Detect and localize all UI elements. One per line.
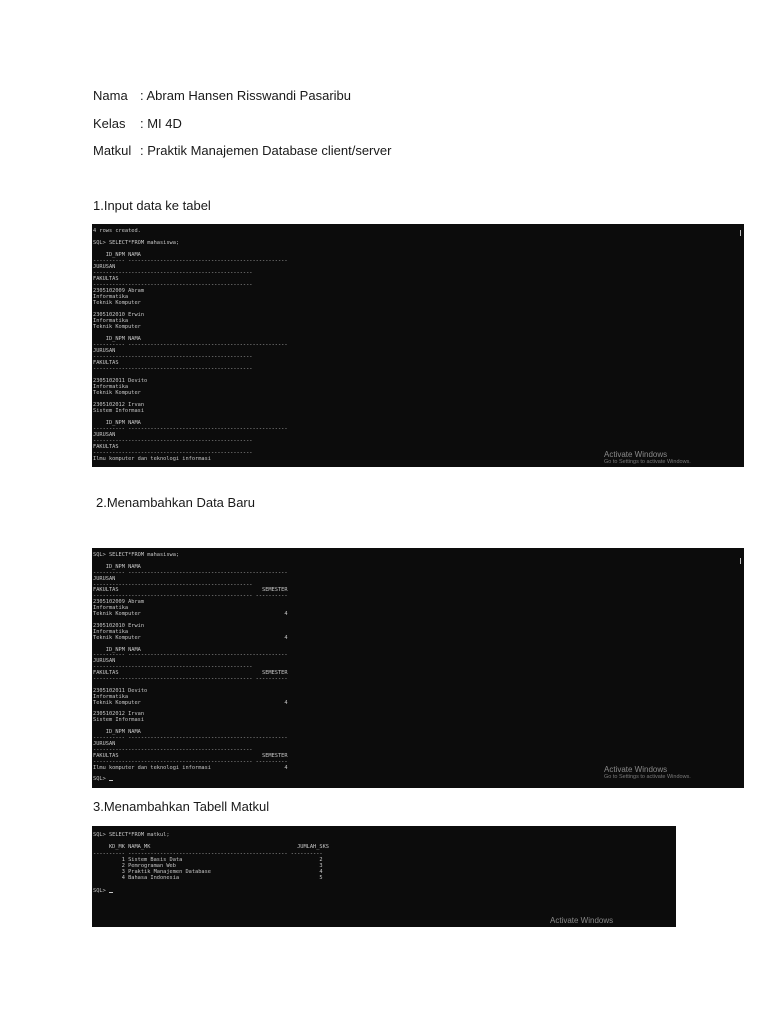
console-line: ID_NPM NAMA [93, 252, 141, 258]
console-line: JURUSAN [93, 264, 116, 270]
matkul-label: Matkul [93, 143, 132, 158]
console-line: -------------------------------------------------- [93, 438, 253, 444]
console-line: SQL> [93, 776, 109, 783]
console-line: -------------------------------------------------- ---------- [93, 593, 288, 600]
console-line: -------------------------------------------------- [93, 366, 253, 372]
console-line: ID_NPM NAMA [93, 563, 141, 570]
console-line: 2305102009 Abram [93, 599, 145, 606]
section-2-title: 2.Menambahkan Data Baru [96, 495, 255, 510]
console-line: 4 rows created. [93, 228, 141, 234]
console-line: KD_MK NAMA_MK JUMLAH_SKS [93, 844, 329, 851]
console-line: ---------- -------------------------------------------------- [93, 426, 288, 432]
activate-windows-title-2: Activate Windows [604, 765, 668, 774]
console-line: ---------- -------------------------------------------------- [93, 569, 288, 576]
console-line: Informatika [93, 628, 129, 635]
console-screenshot-2 [92, 548, 744, 788]
console-line: -------------------------------------------------- [93, 354, 253, 360]
console-line: ID_NPM NAMA [93, 729, 141, 736]
console-2-output [93, 553, 288, 783]
matkul-value: : Praktik Manajemen Database client/server [140, 143, 392, 158]
console-line: SQL> SELECT*FROM matkul; [93, 832, 170, 838]
console-line: Teknik Komputer [93, 324, 141, 330]
text-cursor [109, 892, 113, 893]
console-line: 2305102010 Erwin [93, 312, 145, 318]
console-line: JURUSAN [93, 658, 116, 665]
console-line: Ilmu komputer dan teknologi informasi [93, 456, 211, 462]
console-line: FAKULTAS SEMESTER [93, 587, 288, 594]
console-line: -------------------------------------------------- ---------- [93, 758, 288, 765]
console-line: Teknik Komputer [93, 300, 141, 306]
console-line: 2305102012 Irvan [93, 402, 145, 408]
info-matkul [93, 143, 391, 159]
kelas-label: Kelas [93, 116, 126, 131]
console-line: SQL> SELECT*FROM mahasiswa; [93, 552, 180, 558]
console-1-output [93, 228, 288, 462]
console-line: Informatika [93, 318, 129, 324]
console-line: 2305102009 Abram [93, 288, 145, 294]
console-line: SQL> SELECT*FROM mahasiswa; [93, 240, 180, 246]
console-line: Ilmu komputer dan teknologi informasi 4 [93, 764, 288, 771]
console-line: ---------- -------------------------------------------------- [93, 342, 288, 348]
console-line: Informatika [93, 294, 129, 300]
console-3-output [93, 832, 329, 894]
console-line: JURUSAN [93, 348, 116, 354]
console-line: Teknik Komputer 4 [93, 611, 288, 618]
console-line: 1 Sistem Basis Data 2 [93, 856, 323, 863]
console-line: Informatika [93, 384, 129, 390]
console-line: JURUSAN [93, 741, 116, 747]
console-1-scrollbar[interactable] [740, 230, 741, 236]
activate-windows-title-1: Activate Windows [604, 450, 668, 459]
activate-windows-sub-2: Go to Settings to activate Windows. [604, 774, 691, 780]
console-line: -------------------------------------------------- [93, 746, 253, 753]
console-line: FAKULTAS SEMESTER [93, 670, 288, 677]
console-line: ---------- -------------------------------------------------- [93, 735, 288, 742]
console-line: 2305102012 Irvan [93, 711, 145, 718]
console-line: -------------------------------------------------- ---------- [93, 676, 288, 683]
console-line: Teknik Komputer 4 [93, 634, 288, 641]
console-line: 2305102010 Erwin [93, 622, 145, 629]
console-line: Informatika [93, 693, 129, 700]
console-line: ID_NPM NAMA [93, 336, 141, 342]
console-line: JURUSAN [93, 575, 116, 582]
console-line: -------------------------------------------------- [93, 270, 253, 276]
console-line: -------------------------------------------------- [93, 664, 253, 671]
console-screenshot-1 [92, 224, 744, 467]
console-line: -------------------------------------------------- [93, 581, 253, 588]
console-line: ID_NPM NAMA [93, 646, 141, 653]
console-line: Sistem Informasi [93, 408, 145, 414]
nama-label: Nama [93, 88, 128, 103]
section-1-title: 1.Input data ke tabel [93, 198, 211, 213]
console-screenshot-3 [92, 826, 676, 927]
console-line: ID_NPM NAMA [93, 420, 141, 426]
console-line: FAKULTAS [93, 444, 119, 450]
text-cursor [109, 780, 113, 781]
console-line: SQL> [93, 887, 109, 894]
section-3-title: 3.Menambahkan Tabell Matkul [93, 799, 270, 814]
console-line: Teknik Komputer [93, 390, 141, 396]
info-kelas [93, 116, 182, 132]
console-line: -------------------------------------------------- [93, 450, 253, 456]
console-line: 4 Bahasa Indonesia 5 [93, 875, 323, 882]
console-line: ---------- -------------------------------------------------- ---------- [93, 850, 323, 857]
activate-windows-title-3: Activate Windows [550, 916, 614, 925]
kelas-value: : MI 4D [140, 116, 182, 131]
console-line: 2305102011 Devito [93, 378, 148, 384]
console-line: FAKULTAS SEMESTER [93, 752, 288, 759]
console-line: ---------- -------------------------------------------------- [93, 258, 288, 264]
console-line: 2305102011 Devito [93, 687, 148, 694]
info-nama [93, 88, 351, 104]
console-line: FAKULTAS [93, 276, 119, 282]
console-line: 3 Praktik Manajemen Database 4 [93, 869, 323, 876]
activate-windows-sub-1: Go to Settings to activate Windows. [604, 459, 691, 465]
console-line: Informatika [93, 605, 129, 612]
nama-value: : Abram Hansen Risswandi Pasaribu [140, 88, 351, 103]
console-line: Sistem Informasi [93, 717, 145, 724]
console-2-scrollbar[interactable] [740, 558, 741, 564]
console-line: JURUSAN [93, 432, 116, 438]
console-line: FAKULTAS [93, 360, 119, 366]
console-line: 2 Pemrograman Web 3 [93, 863, 323, 870]
console-line: -------------------------------------------------- [93, 282, 253, 288]
console-line: Teknik Komputer 4 [93, 699, 288, 706]
console-line: ---------- -------------------------------------------------- [93, 652, 288, 659]
